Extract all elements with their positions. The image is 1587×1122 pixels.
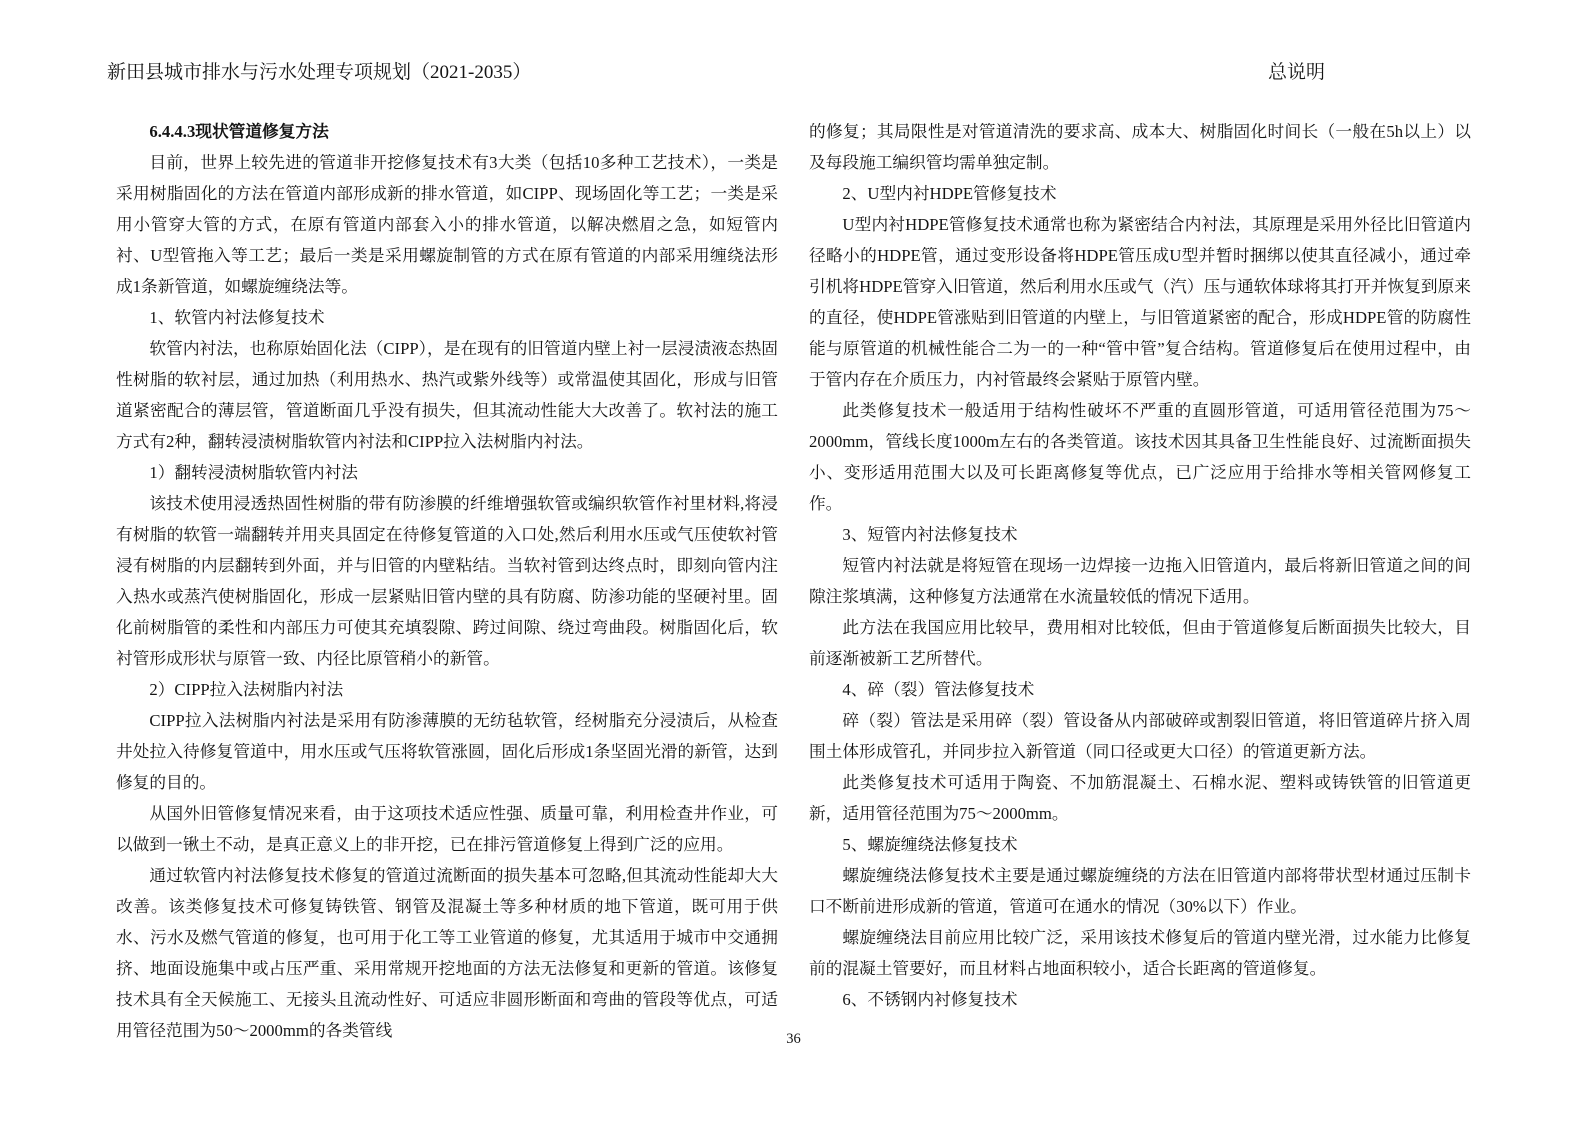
body-paragraph: 螺旋缠绕法修复技术主要是通过螺旋缠绕的方法在旧管道内部将带状型材通过压制卡口不断前进形成新的管道，管道可在通水的情况（30%以下）作业。 bbox=[809, 866, 1471, 916]
list-item-heading: 1、软管内衬法修复技术 bbox=[149, 308, 325, 327]
header-section-label: 总说明 bbox=[1268, 62, 1326, 83]
body-paragraph-continuation: 的修复；其局限性是对管道清洗的要求高、成本大、树脂固化时间长（一般在5h以上）以及每段施工编织管均需单独定制。 bbox=[809, 122, 1471, 172]
body-paragraph: 此方法在我国应用比较早，费用相对比较低，但由于管道修复后断面损失比较大，目前逐渐被新工艺所替代。 bbox=[809, 618, 1471, 668]
section-heading: 6.4.4.3现状管道修复方法 bbox=[149, 122, 329, 141]
body-paragraph: 从国外旧管修复情况来看，由于这项技术适应性强、质量可靠，利用检查井作业，可以做到一锹土不动，是真正意义上的非开挖，已在排污管道修复上得到广泛的应用。 bbox=[116, 804, 778, 854]
left-text-column bbox=[116, 116, 778, 1046]
body-paragraph: 软管内衬法，也称原始固化法（CIPP），是在现有的旧管道内壁上衬一层浸渍液态热固性树脂的软衬层，通过加热（利用热水、热汽或紫外线等）或常温使其固化，形成与旧管道紧密配合的薄层管，管道断面几乎没有损失，但其流动性能大大改善了。软衬法的施工方式有2种，翻转浸渍树脂软管内衬法和CIPP拉入法树脂内衬法。 bbox=[116, 339, 778, 451]
body-paragraph: CIPP拉入法树脂内衬法是采用有防渗薄膜的无纺毡软管，经树脂充分浸渍后，从检查井处拉入待修复管道中，用水压或气压将软管涨圆，固化后形成1条坚固光滑的新管，达到修复的目的。 bbox=[116, 711, 778, 792]
body-paragraph: 通过软管内衬法修复技术修复的管道过流断面的损失基本可忽略,但其流动性能却大大改善。该类修复技术可修复铸铁管、钢管及混凝土等多种材质的地下管道，既可用于供水、污水及燃气管道的修复，也可用于化工等工业管道的修复，尤其适用于城市中交通拥挤、地面设施集中或占压严重、采用常规开挖地面的方法无法修复和更新的管道。该修复技术具有全天候施工、无接头且流动性好、可适应非圆形断面和弯曲的管段等优点，可适用管径范围为50～2000mm的各类管线 bbox=[116, 866, 778, 1040]
body-paragraph: 该技术使用浸透热固性树脂的带有防渗膜的纤维增强软管或编织软管作衬里材料,将浸有树脂的软管一端翻转并用夹具固定在待修复管道的入口处,然后利用水压或气压使软衬管浸有树脂的内层翻转到外面，并与旧管的内壁粘结。当软衬管到达终点时，即刻向管内注入热水或蒸汽使树脂固化，形成一层紧贴旧管内壁的具有防腐、防渗功能的坚硬衬里。固化前树脂管的柔性和内部压力可使其充填裂隙、跨过间隙、绕过弯曲段。树脂固化后，软衬管形成形状与原管一致、内径比原管稍小的新管。 bbox=[116, 494, 778, 668]
body-paragraph: U型内衬HDPE管修复技术通常也称为紧密结合内衬法，其原理是采用外径比旧管道内径略小的HDPE管，通过变形设备将HDPE管压成U型并暂时捆绑以使其直径减小，通过牵引机将HDPE管穿入旧管道，然后利用水压或气（汽）压与通软体球将其打开并恢复到原来的直径，使HDPE管涨贴到旧管道的内壁上，与旧管道紧密的配合，形成HDPE管的防腐性能与原管道的机械性能合二为一的一种“管中管”复合结构。管道修复后在使用过程中，由于管内存在介质压力，内衬管最终会紧贴于原管内壁。 bbox=[809, 215, 1471, 389]
list-item-heading: 2）CIPP拉入法树脂内衬法 bbox=[149, 680, 344, 699]
list-item-heading: 5、螺旋缠绕法修复技术 bbox=[842, 835, 1018, 854]
body-paragraph: 此类修复技术一般适用于结构性破坏不严重的直圆形管道，可适用管径范围为75～2000mm，管线长度1000m左右的各类管道。该技术因其具备卫生性能良好、过流断面损失小、变形适用范围大以及可长距离修复等优点，已广泛应用于给排水等相关管网修复工作。 bbox=[809, 401, 1471, 513]
body-paragraph: 此类修复技术可适用于陶瓷、不加筋混凝土、石棉水泥、塑料或铸铁管的旧管道更新，适用管径范围为75～2000mm。 bbox=[809, 773, 1471, 823]
body-paragraph: 碎（裂）管法是采用碎（裂）管设备从内部破碎或割裂旧管道，将旧管道碎片挤入周围土体形成管孔，并同步拉入新管道（同口径或更大口径）的管道更新方法。 bbox=[809, 711, 1471, 761]
list-item-heading: 6、不锈钢内衬修复技术 bbox=[842, 990, 1018, 1009]
list-item-heading: 3、短管内衬法修复技术 bbox=[842, 525, 1018, 544]
body-paragraph: 目前，世界上较先进的管道非开挖修复技术有3大类（包括10多种工艺技术），一类是采用树脂固化的方法在管道内部形成新的排水管道，如CIPP、现场固化等工艺；一类是采用小管穿大管的方式，在原有管道内部套入小的排水管道，以解决燃眉之急，如短管内衬、U型管拖入等工艺；最后一类是采用螺旋制管的方式在原有管道的内部采用缠绕法形成1条新管道，如螺旋缠绕法等。 bbox=[116, 153, 778, 296]
right-text-column bbox=[809, 116, 1471, 1015]
list-item-heading: 4、碎（裂）管法修复技术 bbox=[842, 680, 1035, 699]
page-number: 36 bbox=[786, 1031, 801, 1047]
list-item-heading: 1）翻转浸渍树脂软管内衬法 bbox=[149, 463, 358, 482]
list-item-heading: 2、U型内衬HDPE管修复技术 bbox=[842, 184, 1057, 203]
header-document-title: 新田县城市排水与污水处理专项规划（2021-2035） bbox=[107, 62, 532, 83]
body-paragraph: 螺旋缠绕法目前应用比较广泛，采用该技术修复后的管道内壁光滑，过水能力比修复前的混凝土管要好，而且材料占地面积较小，适合长距离的管道修复。 bbox=[809, 928, 1471, 978]
body-paragraph: 短管内衬法就是将短管在现场一边焊接一边拖入旧管道内，最后将新旧管道之间的间隙注浆填满，这种修复方法通常在水流量较低的情况下适用。 bbox=[809, 556, 1471, 606]
